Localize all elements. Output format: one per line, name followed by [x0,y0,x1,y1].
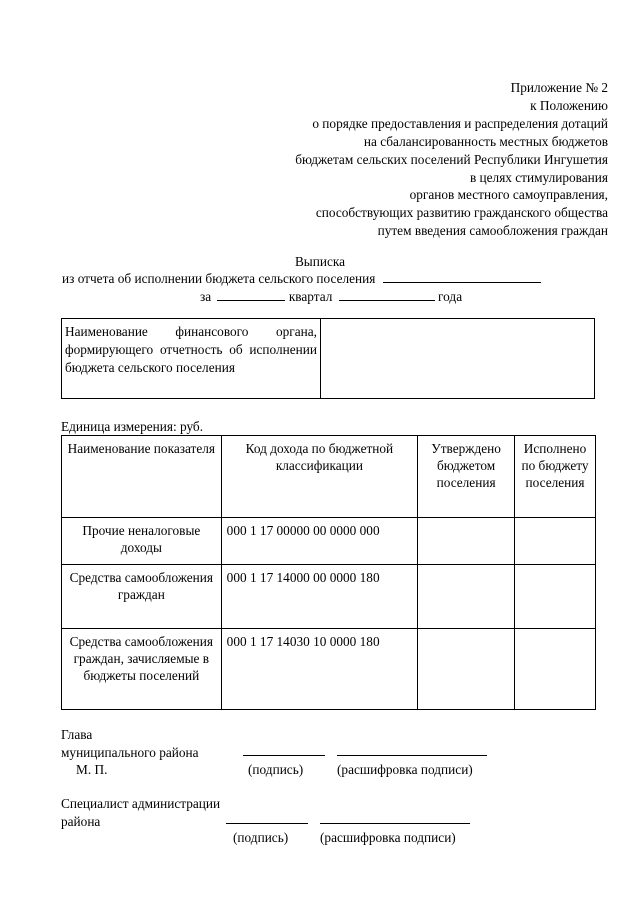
header-approved: Утверждено бюджетом поселения [418,436,515,518]
row-approved-cell[interactable] [418,518,515,565]
header-indicator-name: Наименование показателя [62,436,222,518]
row-executed-cell[interactable] [515,518,596,565]
year-field[interactable] [339,287,435,301]
specialist-title-line1: Специалист администрации [61,796,221,811]
table-row [62,629,596,710]
row-indicator-name: Средства самообложения граждан, зачисляемые в бюджеты поселений [62,629,222,710]
document-title: Выписка [294,254,346,269]
specialist-decode-line[interactable] [320,823,470,824]
header-executed: Исполнено по бюджету поселения [515,436,596,518]
financial-organ-value[interactable] [321,319,595,399]
appendix-line: о порядке предоставления и распределения дотаций [312,115,608,131]
appendix-line: на сбалансированность местных бюджетов [363,133,608,149]
head-signature-line[interactable] [243,755,325,756]
period-prefix: за [200,289,212,304]
appendix-line: Приложение № 2 [510,80,608,95]
extract-period [200,287,462,305]
header-income-code: Код дохода по бюджетной классификации [221,436,417,518]
row-income-code: 000 1 17 14030 10 0000 180 [221,629,417,710]
row-indicator-name: Средства самообложения граждан [62,565,222,629]
financial-organ-table [61,318,595,399]
stamp-label: М. П. [76,762,108,777]
appendix-line: в целях стимулирования [469,169,608,185]
specialist-signature-caption: (подпись) [233,830,289,845]
table-header-row [62,436,596,518]
appendix-line: органов местного самоуправления, [409,187,608,203]
appendix-line: бюджетам сельских поселений Республики Ингушетия [295,151,608,167]
table-row [62,565,596,629]
specialist-decode-caption: (расшифровка подписи) [320,830,456,845]
specialist-signature-line[interactable] [226,823,308,824]
head-title-line2: муниципального района [61,745,199,760]
row-executed-cell[interactable] [515,629,596,710]
appendix-line: к Положению [530,97,608,113]
row-approved-cell[interactable] [418,565,515,629]
row-income-code: 000 1 17 14000 00 0000 180 [221,565,417,629]
appendix-line: путем введения самообложения граждан [377,223,608,239]
income-table [61,435,596,710]
head-decode-line[interactable] [337,755,487,756]
head-title-line1: Глава [61,727,93,742]
unit-of-measure: Единица измерения: руб. [61,419,204,434]
appendix-line: способствующих развитию гражданского общества [315,205,608,221]
appendix-header [295,79,608,240]
quarter-field[interactable] [217,287,285,301]
row-approved-cell[interactable] [418,629,515,710]
financial-organ-label: Наименование финансового органа, формирующего отчетность об исполнении бюджета сельского поселения [62,319,321,399]
settlement-name-field[interactable] [383,269,541,283]
period-year-label: года [438,289,463,304]
row-indicator-name: Прочие неналоговые доходы [62,518,222,565]
table-row [62,518,596,565]
period-quarter-label: квартал [288,289,333,304]
head-decode-caption: (расшифровка подписи) [337,762,473,777]
head-signature-caption: (подпись) [248,762,304,777]
extract-subtitle-text: из отчета об исполнении бюджета сельского поселения [62,271,376,286]
row-executed-cell[interactable] [515,565,596,629]
row-income-code: 000 1 17 00000 00 0000 000 [221,518,417,565]
specialist-title-line2: района [61,814,101,829]
extract-subtitle [62,269,541,287]
